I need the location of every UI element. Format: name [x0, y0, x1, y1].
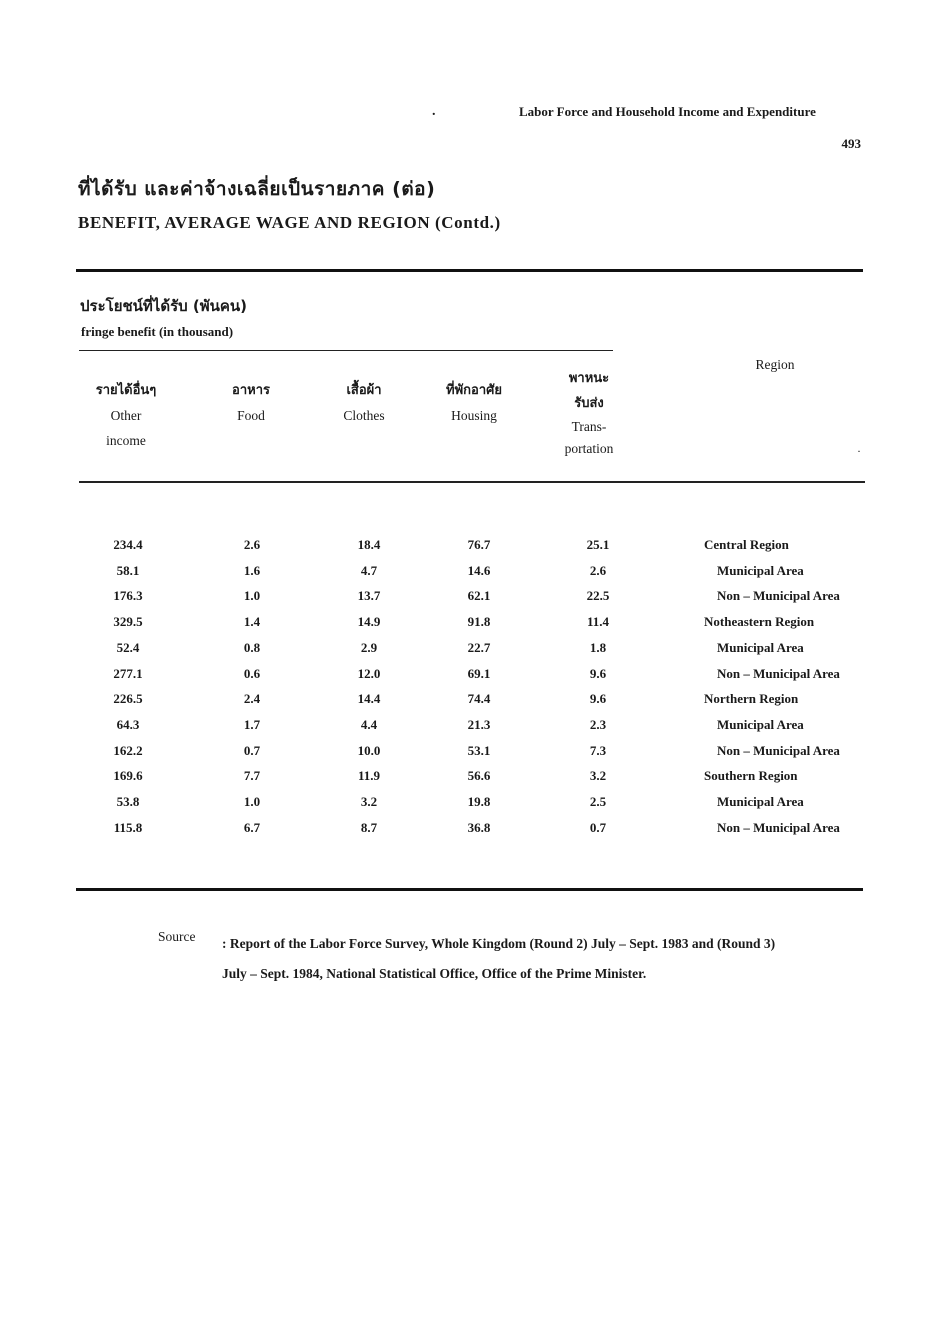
cell-clothes: 18.4: [357, 537, 381, 552]
cell-region: Non – Municipal Area: [717, 819, 840, 835]
cell-food: 0.8: [243, 639, 261, 655]
column-header-clothes: [318, 378, 410, 428]
cell-other-income: 115.8: [113, 819, 143, 835]
table-row: [0, 614, 941, 640]
cell-other-income: 234.4: [113, 537, 143, 552]
cell-housing: 91.8: [467, 614, 491, 630]
cell-region: Municipal Area: [717, 562, 804, 578]
table-title-english: BENEFIT, AVERAGE WAGE AND REGION (Contd.): [78, 213, 501, 232]
cell-transportation: 1.8: [589, 639, 607, 655]
cell-transportation: 0.7: [589, 819, 607, 835]
table-row: [0, 820, 941, 846]
table-row: [0, 794, 941, 820]
column-header-other-income: [80, 378, 172, 453]
table-row: [0, 666, 941, 692]
table-row: [0, 640, 941, 666]
cell-other-income: 277.1: [113, 665, 143, 681]
top-rule: [76, 269, 863, 272]
cell-food: 7.7: [243, 768, 261, 784]
bottom-rule: [76, 888, 863, 891]
cell-transportation: 9.6: [589, 665, 607, 681]
cell-region: Notheastern Region: [704, 614, 815, 630]
table-row: [0, 588, 941, 614]
cell-housing: 19.8: [467, 794, 491, 809]
cell-food: 0.6: [243, 665, 261, 681]
cell-housing: 76.7: [467, 537, 491, 552]
cell-transportation: 7.3: [589, 742, 607, 758]
cell-other-income: 162.2: [113, 742, 143, 758]
column-header-housing-en: Housing: [451, 408, 497, 423]
cell-region: Non – Municipal Area: [717, 588, 840, 604]
cell-region: Non – Municipal Area: [717, 665, 840, 681]
cell-region: Municipal Area: [717, 794, 804, 809]
column-header-other-th: รายได้อื่นๆ: [95, 383, 157, 398]
cell-food: 2.4: [243, 691, 261, 707]
column-header-trans-en2: portation: [564, 441, 614, 456]
column-header-housing-th: ที่พักอาศัย: [446, 383, 502, 398]
cell-food: 1.4: [243, 614, 261, 630]
table-row: [0, 691, 941, 717]
column-header-other-en2: income: [106, 433, 146, 448]
column-header-trans-en1: Trans-: [571, 419, 607, 434]
table-title-thai: ที่ได้รับ และค่าจ้างเฉลี่ยเป็นรายภาค (ต่อ): [78, 178, 436, 200]
cell-food: 2.6: [243, 537, 261, 552]
column-header-region: Region: [755, 357, 795, 372]
cell-other-income: 176.3: [113, 588, 143, 604]
cell-region: Non – Municipal Area: [717, 742, 840, 758]
cell-housing: 14.6: [467, 562, 491, 578]
table-row: [0, 537, 941, 563]
cell-food: 1.0: [243, 794, 261, 809]
cell-food: 1.0: [243, 588, 261, 604]
column-header-trans-th1: พาหนะ: [568, 371, 610, 386]
table-row: [0, 743, 941, 769]
cell-housing: 69.1: [467, 665, 491, 681]
cell-other-income: 64.3: [116, 716, 140, 732]
page-number: 493: [841, 136, 861, 151]
cell-clothes: 14.9: [357, 614, 381, 630]
cell-transportation: 3.2: [589, 768, 607, 784]
cell-housing: 62.1: [467, 588, 491, 604]
table-row: [0, 768, 941, 794]
cell-food: 1.6: [243, 562, 261, 578]
cell-other-income: 226.5: [113, 691, 143, 707]
source-label: Source: [158, 929, 196, 944]
cell-clothes: 12.0: [357, 665, 381, 681]
cell-clothes: 4.7: [360, 562, 378, 578]
cell-transportation: 25.1: [586, 537, 610, 552]
source-text-line1: : Report of the Labor Force Survey, Whole Kingdom (Round 2) July – Sept. 1983 and (Round 3): [222, 936, 776, 951]
cell-region: Municipal Area: [717, 716, 804, 732]
column-header-housing: [428, 378, 520, 428]
cell-food: 6.7: [243, 819, 261, 835]
cell-clothes: 8.7: [360, 819, 378, 835]
cell-food: 1.7: [243, 716, 261, 732]
cell-clothes: 14.4: [357, 691, 381, 707]
cell-clothes: 10.0: [357, 742, 381, 758]
cell-transportation: 2.6: [589, 562, 607, 578]
cell-transportation: 2.5: [589, 794, 607, 809]
column-header-clothes-th: เสื้อผ้า: [346, 383, 382, 398]
cell-region: Municipal Area: [717, 639, 804, 655]
cell-transportation: 9.6: [589, 691, 607, 707]
table-row: [0, 563, 941, 589]
header-dot: .: [432, 104, 436, 119]
cell-housing: 21.3: [467, 716, 491, 732]
cell-housing: 53.1: [467, 742, 491, 758]
cell-region: Northern Region: [704, 691, 799, 707]
column-header-food-th: อาหาร: [232, 383, 270, 398]
cell-clothes: 11.9: [357, 768, 381, 784]
column-header-transportation: [543, 366, 635, 460]
cell-region: Central Region: [704, 537, 789, 552]
cell-other-income: 53.8: [116, 794, 140, 809]
cell-clothes: 4.4: [360, 716, 378, 732]
column-header-food-en: Food: [237, 408, 265, 423]
column-header-trans-th2: รับส่ง: [574, 396, 604, 411]
cell-clothes: 13.7: [357, 588, 381, 604]
cell-housing: 56.6: [467, 768, 491, 784]
cell-clothes: 3.2: [360, 794, 378, 809]
column-header-food: [205, 378, 297, 428]
table-row: [0, 717, 941, 743]
cell-other-income: 52.4: [116, 639, 140, 655]
cell-housing: 74.4: [467, 691, 491, 707]
cell-other-income: 58.1: [116, 562, 140, 578]
source-text: [222, 929, 872, 989]
cell-clothes: 2.9: [360, 639, 378, 655]
running-title: Labor Force and Household Income and Expenditure: [519, 104, 816, 119]
section-title-thai: ประโยชน์ที่ได้รับ (พันคน): [80, 297, 248, 315]
header-tick: ·: [857, 444, 861, 458]
cell-other-income: 169.6: [113, 768, 143, 784]
spanner-rule: [79, 350, 613, 351]
cell-region: Southern Region: [704, 768, 798, 784]
section-title-english: fringe benefit (in thousand): [81, 324, 234, 339]
cell-transportation: 2.3: [589, 716, 607, 732]
header-rule: [79, 481, 865, 483]
cell-housing: 36.8: [467, 819, 491, 835]
cell-housing: 22.7: [467, 639, 491, 655]
column-header-other-en1: Other: [110, 408, 142, 423]
cell-transportation: 11.4: [586, 614, 610, 630]
cell-food: 0.7: [243, 742, 261, 758]
cell-transportation: 22.5: [586, 588, 610, 604]
column-header-clothes-en: Clothes: [343, 408, 385, 423]
source-text-line2: July – Sept. 1984, National Statistical Office, Office of the Prime Minister.: [222, 966, 647, 981]
cell-other-income: 329.5: [113, 614, 143, 630]
